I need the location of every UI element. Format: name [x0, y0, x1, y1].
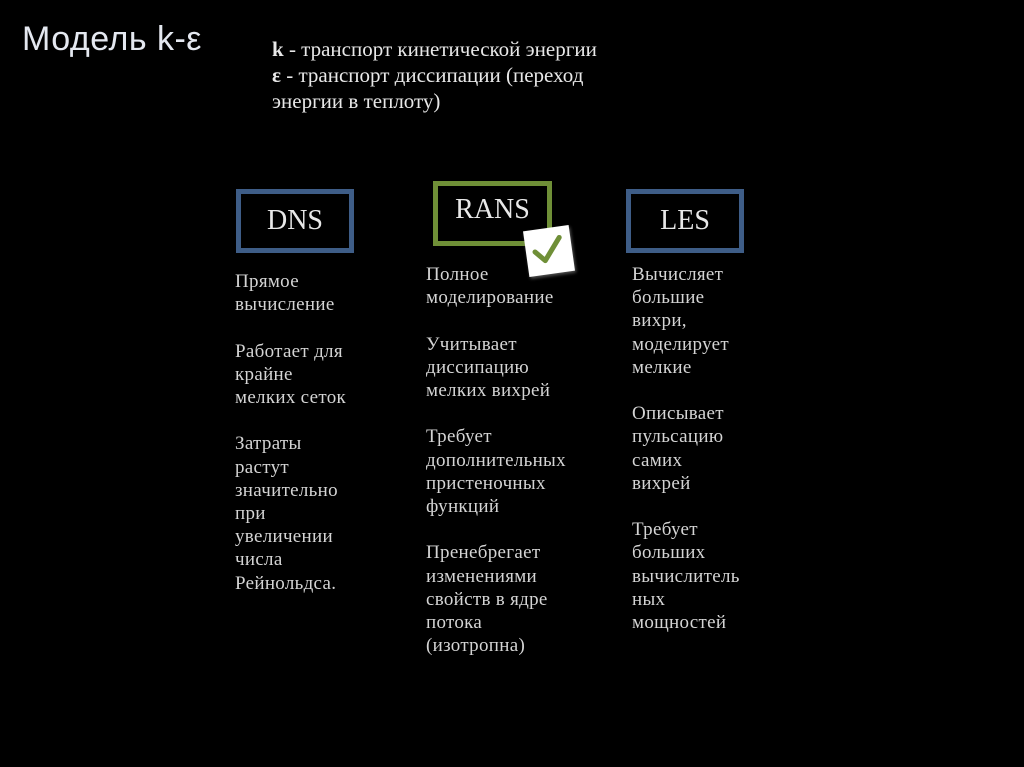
definition-k-text: - транспорт кинетической энергии — [283, 37, 597, 61]
model-column-rans — [426, 263, 616, 681]
model-column-dns — [235, 270, 395, 618]
model-box-dns: DNS — [236, 189, 354, 253]
dns-item: Прямое вычисление — [235, 271, 335, 316]
dns-item: Затраты растут значительно при увеличении числа Рейнольдса. — [235, 433, 338, 594]
definition-k-symbol: k — [272, 37, 284, 61]
definition-epsilon-symbol: ε — [272, 63, 281, 87]
rans-item: Пренебрегает изменениями свойств в ядре потока (изотропна) — [426, 542, 548, 657]
les-item: Требует больших вычислитель ных мощностей — [632, 519, 740, 634]
rans-item: Полное моделирование — [426, 264, 554, 309]
definitions — [272, 36, 742, 114]
rans-item: Учитывает диссипацию мелких вихрей — [426, 333, 551, 401]
les-item: Вычисляет большие вихри, моделирует мелкие — [632, 264, 729, 378]
definition-epsilon-text: - транспорт диссипации (переход энергии в теплоту) — [272, 63, 584, 113]
definition-k — [272, 36, 742, 62]
model-box-les: LES — [626, 189, 744, 253]
model-box-rans: RANS — [433, 181, 552, 246]
model-column-les — [632, 263, 782, 657]
dns-item: Работает для крайне мелких сеток — [235, 340, 347, 408]
definition-epsilon — [272, 62, 742, 114]
slide-title: Модель k-ε — [22, 20, 202, 58]
les-item: Описывает пульсацию самих вихрей — [632, 403, 724, 494]
rans-item: Требует дополнительных пристеночных функций — [426, 426, 566, 517]
